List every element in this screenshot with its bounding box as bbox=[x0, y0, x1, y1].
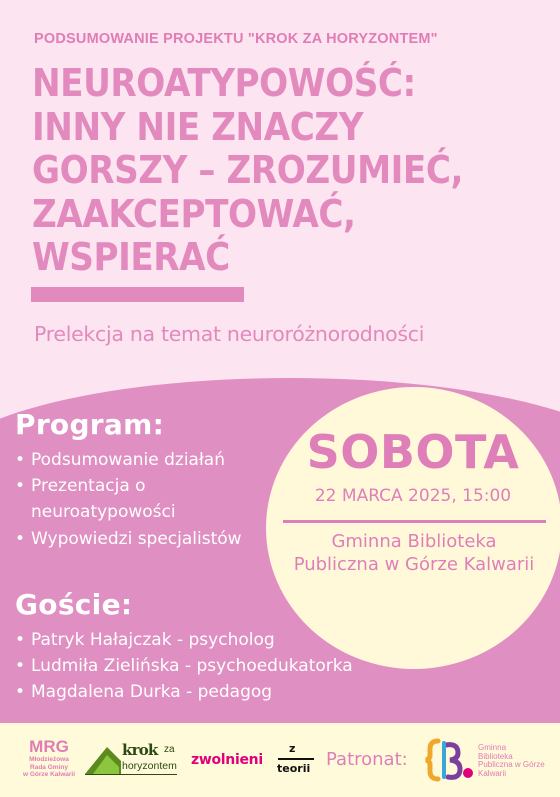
library-line: Biblioteka bbox=[478, 751, 513, 761]
program-list bbox=[15, 447, 265, 553]
library-logo-icon bbox=[424, 737, 476, 783]
headline-line: NEUROATYPOWOŚĆ: bbox=[32, 61, 416, 105]
headline-line: GORSZY – ZROZUMIEĆ, bbox=[32, 148, 464, 192]
event-date: 22 MARCA 2025, 15:00 bbox=[314, 486, 512, 506]
krok-horyzontem: horyzontem bbox=[122, 760, 177, 772]
event-day: SOBOTA bbox=[306, 425, 520, 479]
zwolnieni-word: zwolnieni bbox=[191, 752, 263, 768]
footer-strip bbox=[0, 723, 560, 797]
event-divider bbox=[283, 520, 546, 523]
library-line: Kalwarii bbox=[478, 768, 507, 778]
krok-za: za bbox=[164, 744, 175, 755]
zwolnieni-divider bbox=[278, 758, 314, 760]
library-logo-text bbox=[478, 744, 558, 778]
program-heading: Program: bbox=[15, 408, 165, 441]
program-item: • Wypowiedzi specjalistów bbox=[15, 526, 265, 552]
library-line: Gminna bbox=[478, 743, 507, 752]
zwolnieni-z: z bbox=[289, 742, 296, 755]
headline-underline-bar bbox=[31, 287, 244, 302]
mrg-line: Rada Gminy bbox=[30, 763, 68, 771]
headline-line: WSPIERAĆ bbox=[32, 235, 230, 279]
project-label: PODSUMOWANIE PROJEKTU "KROK ZA HORYZONTEM" bbox=[34, 31, 438, 47]
guests-heading: Goście: bbox=[15, 588, 133, 621]
event-venue: Gminna Biblioteka Publiczna w Górze Kalwarii bbox=[293, 531, 535, 575]
mrg-logo bbox=[18, 738, 80, 779]
guest-item: • Ludmiła Zielińska - psychoedukatorka bbox=[15, 653, 435, 679]
patronat-label: Patronat: bbox=[326, 749, 408, 770]
guest-item: • Magdalena Durka - pedagog bbox=[15, 679, 435, 705]
mrg-line: Młodzieżowa bbox=[29, 756, 69, 763]
mrg-abbr: MRG bbox=[29, 737, 69, 756]
headline-line: ZAAKCEPTOWAĆ, bbox=[32, 191, 356, 236]
zwolnieni-teorii: teorii bbox=[277, 762, 311, 775]
guest-item: • Patryk Hałajczak - psycholog bbox=[15, 627, 435, 653]
program-item: • Podsumowanie działań bbox=[15, 447, 265, 473]
poster-headline bbox=[32, 62, 500, 280]
program-item: • Prezentacja o neuroatypowości bbox=[15, 473, 265, 525]
mrg-line: w Górze Kalwarii bbox=[22, 771, 76, 778]
krok-word: krok bbox=[122, 741, 158, 759]
library-line: Publiczna w Górze bbox=[478, 760, 545, 770]
subtitle: Prelekcja na temat neuroróżnorodności bbox=[34, 322, 425, 346]
headline-line: INNY NIE ZNACZY bbox=[32, 104, 364, 149]
